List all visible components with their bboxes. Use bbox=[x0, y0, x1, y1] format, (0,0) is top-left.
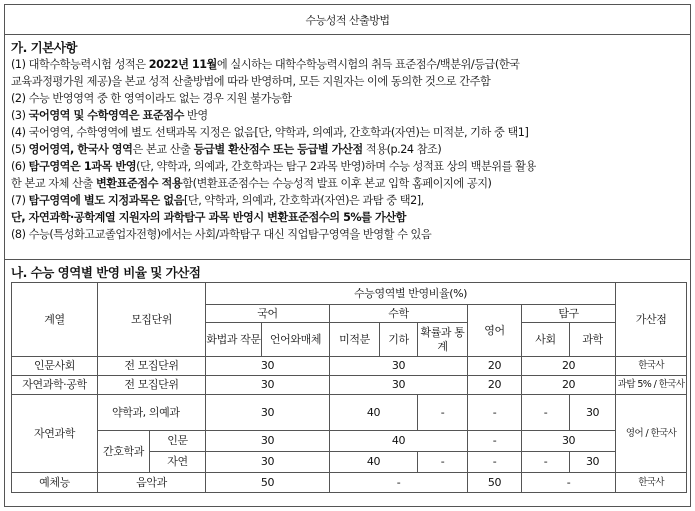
info-line-segment: 단, 자연과학·공학계열 지원자의 과학탐구 과목 반영시 변환표준점수의 5%를 가산함 bbox=[11, 211, 407, 224]
table-row bbox=[12, 395, 687, 431]
info-line-segment: 교육과정평가원 제공)을 본교 성적 산출방법에 따라 반영하며, 모든 지원자는 이에 동의한 것으로 간주함 bbox=[11, 75, 491, 88]
cell-english: - bbox=[468, 452, 522, 473]
basic-info-list bbox=[11, 56, 684, 243]
cell-math: - bbox=[330, 473, 468, 493]
info-line-segment: (8) 수능(특성화고교졸업자전형)에서는 사회/과학탐구 대신 직업탐구영역을 반영할 수 있음 bbox=[11, 228, 432, 241]
cell-math-probability: - bbox=[418, 395, 468, 431]
info-line-segment: 2022년 11월 bbox=[148, 58, 217, 71]
info-line-segment: (단, 약학과, 의예과, 간호학과는 탐구 2과목 반영)하며 수능 성적표 상의 백분위를 활용 bbox=[136, 160, 536, 173]
cell-inquiry: 20 bbox=[522, 357, 616, 376]
page-title: 수능성적 산출방법 bbox=[5, 5, 690, 35]
cell-english: 20 bbox=[468, 357, 522, 376]
admission-guide-frame bbox=[4, 4, 691, 507]
info-line-segment: (2) 수능 반영영역 중 한 영역이라도 없는 경우 지원 불가능함 bbox=[11, 92, 292, 105]
table-row bbox=[12, 357, 687, 376]
cell-korean: 30 bbox=[206, 431, 330, 452]
info-line-segment: 등급별 환산점수 또는 등급별 가산점 bbox=[193, 143, 363, 156]
cell-korean: 30 bbox=[206, 376, 330, 395]
header-korean-media: 언어와매체 bbox=[262, 323, 330, 357]
info-line-segment: 에 실시하는 대학수학능력시험의 취득 표준점수/백분위/등급(한국 bbox=[216, 58, 520, 71]
cell-korean: 30 bbox=[206, 395, 330, 431]
table-row bbox=[12, 431, 687, 452]
info-line-segment: 적용(p.24 참조) bbox=[362, 143, 442, 156]
info-line-segment: 국어영역 및 수학영역은 표준점수 bbox=[28, 109, 184, 122]
header-math: 수학 bbox=[330, 305, 468, 323]
cell-korean: 30 bbox=[206, 357, 330, 376]
info-line-segment: 은 본교 산출 bbox=[132, 143, 194, 156]
info-line-segment: 탐구영역은 1과목 반영 bbox=[28, 160, 137, 173]
ratio-section bbox=[5, 260, 690, 493]
header-bonus: 가산점 bbox=[616, 283, 687, 357]
cell-inquiry: - bbox=[522, 473, 616, 493]
cell-korean: 50 bbox=[206, 473, 330, 493]
info-line bbox=[11, 141, 684, 158]
header-ratio: 수능영역별 반영비율(%) bbox=[206, 283, 616, 305]
header-series: 계열 bbox=[12, 283, 98, 357]
info-line-segment: (6) bbox=[11, 160, 29, 173]
cell-math-calculus: 40 bbox=[330, 452, 418, 473]
cell-inquiry-science: 30 bbox=[570, 452, 616, 473]
info-line-segment: 함(변환표준점수는 수능성적 발표 이후 본교 입학 홈페이지에 공지) bbox=[182, 177, 492, 190]
header-english: 영어 bbox=[468, 305, 522, 357]
cell-unit: 전 모집단위 bbox=[98, 357, 206, 376]
cell-english: - bbox=[468, 431, 522, 452]
cell-unit: 약학과, 의예과 bbox=[98, 395, 206, 431]
info-line bbox=[11, 124, 684, 141]
cell-inquiry-social: - bbox=[522, 452, 570, 473]
basic-info-section bbox=[5, 35, 690, 260]
cell-bonus: 영어 / 한국사 bbox=[616, 395, 687, 473]
header-inquiry: 탐구 bbox=[522, 305, 616, 323]
cell-inquiry-science: 30 bbox=[570, 395, 616, 431]
info-line-segment: (1) 대학수학능력시험 성적은 bbox=[11, 58, 149, 71]
cell-bonus: 과탐 5% / 한국사 bbox=[616, 376, 687, 395]
cell-bonus: 한국사 bbox=[616, 357, 687, 376]
info-line-segment: (3) bbox=[11, 109, 29, 122]
cell-unit: 간호학과 bbox=[98, 431, 150, 473]
info-line-segment: 영어영역, 한국사 영역 bbox=[28, 143, 133, 156]
info-line bbox=[11, 175, 684, 192]
header-inquiry-science: 과학 bbox=[570, 323, 616, 357]
info-line-segment: 반영 bbox=[183, 109, 208, 122]
cell-math: 30 bbox=[330, 376, 468, 395]
cell-subunit: 자연 bbox=[150, 452, 206, 473]
info-line-segment: 변환표준점수 적용 bbox=[95, 177, 183, 190]
cell-english: 20 bbox=[468, 376, 522, 395]
section-a-heading: 가. 기본사항 bbox=[11, 40, 77, 55]
cell-math: 30 bbox=[330, 357, 468, 376]
table-row bbox=[12, 376, 687, 395]
info-line-segment: (7) bbox=[11, 194, 29, 207]
cell-bonus: 한국사 bbox=[616, 473, 687, 493]
cell-inquiry: 20 bbox=[522, 376, 616, 395]
table-row bbox=[12, 473, 687, 493]
info-line-segment: [단, 약학과, 의예과, 간호학과(자연)은 과탐 중 택2], bbox=[183, 194, 424, 207]
info-line bbox=[11, 192, 684, 209]
info-line bbox=[11, 226, 684, 243]
header-math-geometry: 기하 bbox=[380, 323, 418, 357]
info-line-segment: 탐구영역에 별도 지정과목은 없음 bbox=[28, 194, 184, 207]
header-unit: 모집단위 bbox=[98, 283, 206, 357]
cell-unit: 전 모집단위 bbox=[98, 376, 206, 395]
info-line-segment: 한 본교 자체 산출 bbox=[11, 177, 96, 190]
cell-inquiry-social: - bbox=[522, 395, 570, 431]
cell-series: 자연과학 bbox=[12, 395, 98, 473]
header-inquiry-social: 사회 bbox=[522, 323, 570, 357]
cell-unit: 음악과 bbox=[98, 473, 206, 493]
info-line bbox=[11, 73, 684, 90]
header-korean: 국어 bbox=[206, 305, 330, 323]
info-line-segment: (5) bbox=[11, 143, 29, 156]
info-line bbox=[11, 56, 684, 73]
cell-english: 50 bbox=[468, 473, 522, 493]
cell-series: 인문사회 bbox=[12, 357, 98, 376]
cell-english: - bbox=[468, 395, 522, 431]
cell-inquiry: 30 bbox=[522, 431, 616, 452]
cell-subunit: 인문 bbox=[150, 431, 206, 452]
info-line bbox=[11, 107, 684, 124]
header-math-calculus: 미적분 bbox=[330, 323, 380, 357]
info-line-segment: (4) 국어영역, 수학영역에 별도 선택과목 지정은 없음[단, 약학과, 의예과, 간호학과(자연)는 미적분, 기하 중 택1] bbox=[11, 126, 529, 139]
cell-korean: 30 bbox=[206, 452, 330, 473]
info-line bbox=[11, 158, 684, 175]
cell-series: 예체능 bbox=[12, 473, 98, 493]
info-line bbox=[11, 209, 684, 226]
section-b-heading: 나. 수능 영역별 반영 비율 및 가산점 bbox=[11, 265, 201, 280]
cell-math: 40 bbox=[330, 431, 468, 452]
cell-math-probability: - bbox=[418, 452, 468, 473]
info-line bbox=[11, 90, 684, 107]
cell-series: 자연과학·공학 bbox=[12, 376, 98, 395]
cell-math-calculus: 40 bbox=[330, 395, 418, 431]
header-math-probability: 확률과 통계 bbox=[418, 323, 468, 357]
ratio-table bbox=[11, 282, 687, 493]
header-korean-speech: 화법과 작문 bbox=[206, 323, 262, 357]
